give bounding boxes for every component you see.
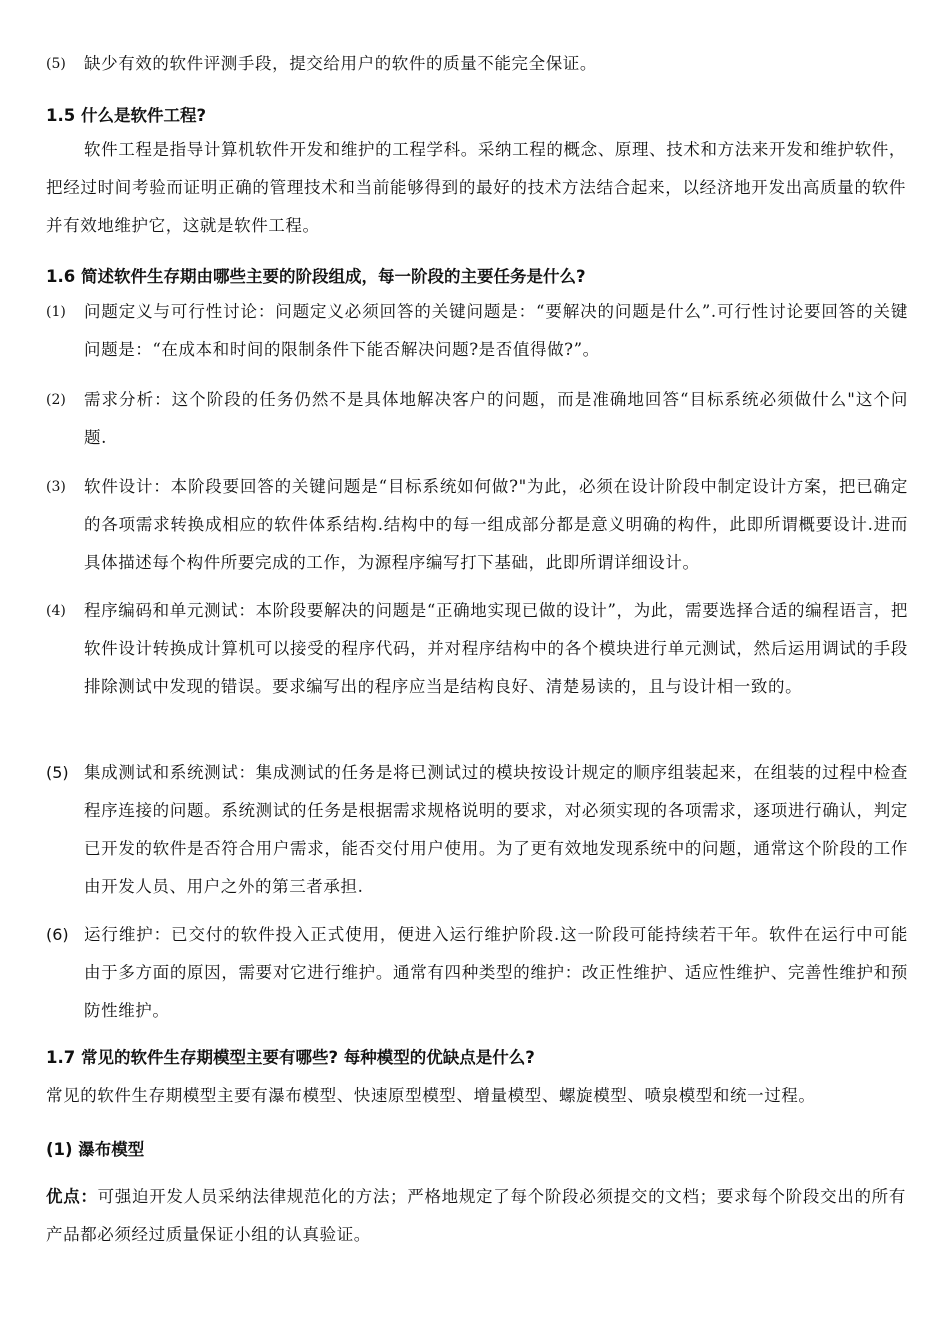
list-item-number: (2): [46, 392, 66, 408]
list-item-number: (3): [46, 479, 66, 495]
list-item-number: (5): [46, 763, 69, 782]
section-heading-1-6: 1.6 简述软件生存期由哪些主要的阶段组成，每一阶段的主要任务是什么?: [46, 267, 586, 286]
list-item-text: 软件设计：本阶段要回答的关键问题是“目标系统如何做?"为此，必须在设计阶段中制定设计方案，把已确定的各项需求转换成相应的软件体系结构.结构中的每一组成部分都是意义明确的构件，此即所谓概要设计.进而具体描述每个构件所要完成的工作，为源程序编写打下基础，此即所谓详细设计。: [84, 477, 908, 572]
list-item-text: 缺少有效的软件评测手段，提交给用户的软件的质量不能完全保证。: [84, 54, 597, 73]
list-item-text: 问题定义与可行性讨论：问题定义必须回答的关键问题是：“要解决的问题是什么”.可行性讨论要回答的关键问题是：“在成本和时间的限制条件下能否解决问题?是否值得做?”。: [84, 302, 908, 359]
list-item-number: (5): [46, 56, 66, 72]
list-item: [46, 754, 908, 906]
list-item-top: [46, 45, 908, 83]
list-item-text: 集成测试和系统测试：集成测试的任务是将已测试过的模块按设计规定的顺序组装起来，在组装的过程中检查程序连接的问题。系统测试的任务是根据需求规格说明的要求，对必须实现的各项需求，逐项进行确认，判定已开发的软件是否符合用户需求，能否交付用户使用。为了更有效地发现系统中的问题，通常这个阶段的工作由开发人员、用户之外的第三者承担.: [84, 763, 908, 896]
list-item-text: 运行维护：已交付的软件投入正式使用，便进入运行维护阶段.这一阶段可能持续若干年。软件在运行中可能由于多方面的原因，需要对它进行维护。通常有四种类型的维护：改正性维护、适应性维护、完善性维护和预防性维护。: [84, 925, 908, 1020]
list-item-text: 程序编码和单元测试：本阶段要解决的问题是“正确地实现已做的设计”，为此，需要选择合适的编程语言，把软件设计转换成计算机可以接受的程序代码，并对程序结构中的各个模块进行单元测试，然后运用调试的手段排除测试中发现的错误。要求编写出的程序应当是结构良好、清楚易读的，且与设计相一致的。: [84, 601, 908, 696]
list-item: [46, 916, 908, 1030]
list-item: [46, 468, 908, 582]
list-item-text: 需求分析：这个阶段的任务仍然不是具体地解决客户的问题，而是准确地回答“目标系统必须做什么"这个问题.: [84, 390, 908, 447]
section-heading-1-7: 1.7 常见的软件生存期模型主要有哪些? 每种模型的优缺点是什么?: [46, 1048, 535, 1067]
list-item: [46, 592, 908, 706]
pros-paragraph: [46, 1178, 906, 1254]
section-heading-1-5: 1.5 什么是软件工程?: [46, 106, 207, 125]
list-item-number: (6): [46, 925, 69, 944]
list-item-number: (1): [46, 304, 66, 320]
list-item-number: (4): [46, 603, 66, 619]
list-item: [46, 381, 908, 457]
pros-label: 优点：: [46, 1187, 98, 1206]
section-intro-1-7: 常见的软件生存期模型主要有瀑布模型、快速原型模型、增量模型、螺旋模型、喷泉模型和统一过程。: [46, 1086, 816, 1105]
section-body-1-5: 软件工程是指导计算机软件开发和维护的工程学科。采纳工程的概念、原理、技术和方法来开发和维护软件，把经过时间考验而证明正确的管理技术和当前能够得到的最好的技术方法结合起来，以经济地开发出高质量的软件并有效地维护它，这就是软件工程。: [46, 140, 906, 235]
pros-text: 可强迫开发人员采纳法律规范化的方法；严格地规定了每个阶段必须提交的文档；要求每个阶段交出的所有产品都必须经过质量保证小组的认真验证。: [46, 1187, 906, 1244]
subheading-waterfall-model: (1) 瀑布模型: [46, 1140, 145, 1159]
list-item: [46, 293, 908, 369]
